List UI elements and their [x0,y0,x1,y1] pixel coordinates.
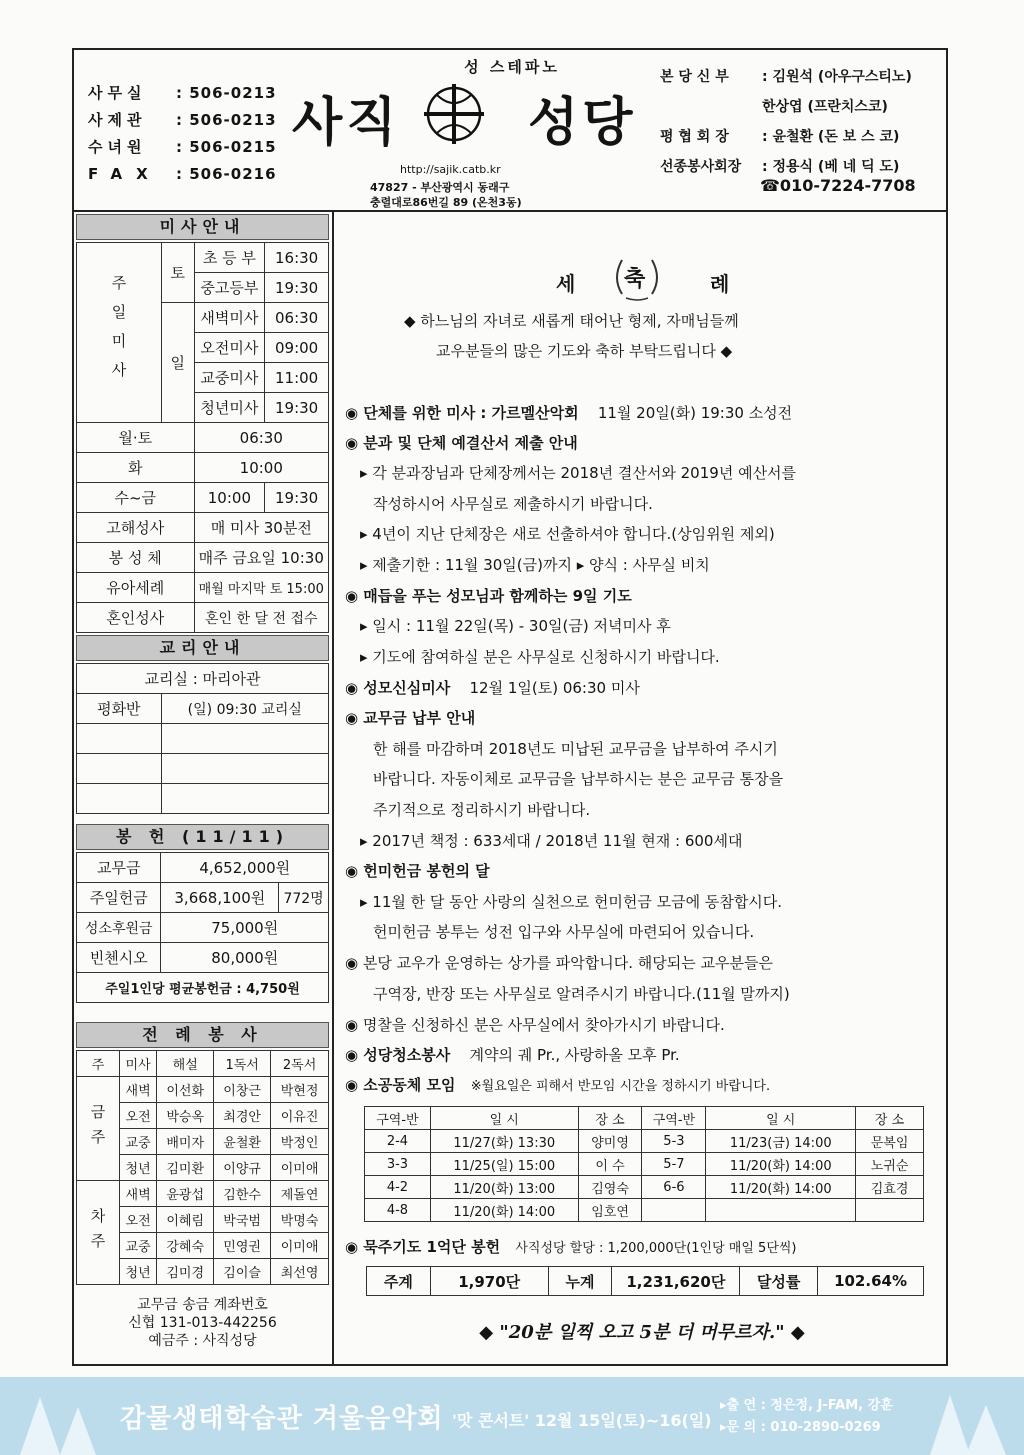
weekday-time: 10:00 [194,483,265,513]
staff-role [660,92,762,122]
notice-item [345,1236,797,1257]
notice-title: ◉ 성모신심미사 [345,679,451,697]
notice-item: ◉ 헌미헌금 봉헌의 달 [345,862,490,880]
staff-list [660,62,912,182]
group-cell: 4-2 [365,1176,431,1199]
contact-label: FAX [88,165,162,183]
celebration-badge: 축 [624,267,646,292]
group-cell: 11/20(화) 14:00 [706,1176,856,1199]
notice-bullet: ▸ 일시 : 11월 22일(목) - 30일(금) 저녁미사 후 [360,617,671,635]
this-week-label: 금주 [77,1077,120,1181]
liturgy-title: 전 례 봉 사 [76,1022,329,1048]
offering-name: 빈첸시오 [77,943,161,973]
group-cell: 11/20(화) 14:00 [706,1153,856,1176]
liturgy-cell: 새벽 [120,1077,157,1103]
group-header: 장 소 [856,1107,924,1130]
offering-table [76,852,329,1003]
offering-title: 봉 헌 (11/11) [76,824,329,850]
class-name: 평화반 [77,694,162,724]
celebration-title-left: 세 [556,272,576,296]
notice-title: ◉ 성당청소봉사 [345,1046,451,1064]
contact-value: : 506-0213 [176,84,277,102]
notice-title: ◉ 단체를 위한 미사 : 가르멜산악회 [345,404,579,422]
empty-cell [161,754,328,784]
notice-bullet: ▸ 4년이 지난 단체장은 새로 선출하셔야 합니다.(상임위원 제외) [360,525,775,543]
empty-cell [161,784,328,814]
group-cell: 김영숙 [578,1176,642,1199]
parish-phone: ☎010-7224-7708 [760,176,916,195]
group-cell: 2-4 [365,1130,431,1153]
notice-text: 헌미헌금 봉투는 성전 입구와 사무실에 마련되어 있습니다. [373,923,755,941]
rosary-note: 사직성당 할당 : 1,200,000단(1인당 매일 5단씩) [515,1241,797,1256]
banner-contact: ▸문 의 : 010-2890-0269 [720,1420,881,1435]
liturgy-header: 미사 [120,1051,157,1077]
liturgy-cell: 이미애 [271,1155,329,1181]
rosary-cell: 1,970단 [430,1267,548,1296]
account-info [76,1296,329,1350]
group-cell [856,1199,924,1222]
notice-extra: 계약의 궤 Pr., 사랑하올 모후 Pr. [469,1046,680,1064]
group-cell [706,1199,856,1222]
liturgy-cell: 박승옥 [157,1103,214,1129]
group-cell: 3-3 [365,1153,431,1176]
address-line: 충렬대로86번길 89 (온천3동) [370,196,522,209]
group-cell: 4-8 [365,1199,431,1222]
offering-value: 80,000원 [161,943,329,973]
staff-name: 한상엽 (프란치스코) [762,99,888,115]
rosary-cell: 누계 [548,1267,612,1296]
catechism-title: 교리안내 [76,635,329,661]
header-divider [72,210,948,212]
group-cell: 11/20(화) 14:00 [430,1199,578,1222]
group-cell: 5-7 [642,1153,706,1176]
notice-text: 한 해를 마감하며 2018년도 미납된 교무금을 납부하여 주시기 [373,740,778,758]
staff-role: 선종봉사회장 [660,159,742,175]
title-left: 사직 [292,93,401,153]
liturgy-cell: 김한수 [214,1181,271,1207]
group-cell: 노귀순 [856,1153,924,1176]
notice-bullet: ▸ 2017년 책정 : 633세대 / 2018년 11월 현재 : 600세대 [360,832,743,850]
liturgy-cell: 민영권 [214,1233,271,1259]
offering-name: 성소후원금 [77,913,161,943]
parish-address [370,180,522,210]
mass-time: 16:30 [265,243,329,273]
liturgy-cell: 청년 [120,1155,157,1181]
parish-motto: ◆ "20분 일찍 오고 5분 더 머무르자." ◆ [479,1322,805,1343]
empty-cell [77,724,162,754]
notice-item [345,677,640,698]
empty-cell [77,784,162,814]
sunday-mass-label: 주일미사 [77,243,162,423]
liturgy-table [76,1050,329,1285]
notice-bullet: ▸ 제출기한 : 11월 30일(금)까지 ▸ 양식 : 사무실 비치 [360,556,710,574]
account-line: 예금주 : 사직성당 [148,1333,257,1349]
mass-name: 청년미사 [194,393,265,423]
notice-item [345,1044,680,1065]
weekday-time: 10:00 [194,453,328,483]
mass-schedule-table [76,242,329,633]
title-right: 성당 [528,93,637,153]
liturgy-cell: 이유진 [271,1103,329,1129]
weekday-label: 수~금 [77,483,195,513]
mass-name: 중고등부 [194,273,265,303]
sacrament-name: 혼인성사 [77,603,195,633]
notice-item: ◉ 매듭을 푸는 성모님과 함께하는 9일 기도 [345,587,632,605]
group-cell: 11/27(화) 13:30 [430,1130,578,1153]
group-header: 장 소 [578,1107,642,1130]
liturgy-cell: 강혜숙 [157,1233,214,1259]
sacrament-value: 매주 금요일 10:30 [194,543,328,573]
notice-bullet: ▸ 기도에 참여하실 분은 사무실로 신청하시기 바랍니다. [360,648,720,666]
mass-name: 교중미사 [194,363,265,393]
group-cell: 문복임 [856,1130,924,1153]
mass-name: 초 등 부 [194,243,265,273]
liturgy-cell: 청년 [120,1259,157,1285]
liturgy-cell: 이양규 [214,1155,271,1181]
empty-cell [77,754,162,784]
liturgy-cell: 오전 [120,1103,157,1129]
celebration-text: ◆ 하느님의 자녀로 새롭게 태어난 형제, 자매님들께 [404,312,739,330]
notice-item: ◉ 본당 교우가 운영하는 상가를 파악합니다. 해당되는 교우분들은 [345,954,773,972]
liturgy-cell: 김미경 [157,1259,214,1285]
liturgy-cell: 윤광섭 [157,1181,214,1207]
rosary-cell: 달성률 [740,1267,818,1296]
next-week-label: 차주 [77,1181,120,1285]
mass-time: 19:30 [265,393,329,423]
banner-title: 감물생태학습관 겨울음악회 [120,1404,444,1434]
offering-count: 772명 [279,883,329,913]
group-header: 구역-반 [365,1107,431,1130]
offering-value: 4,652,000원 [161,853,329,883]
group-header: 일 시 [430,1107,578,1130]
mass-time: 11:00 [265,363,329,393]
mass-guide-title: 미사안내 [76,214,329,240]
liturgy-cell: 윤철환 [214,1129,271,1155]
celebration-text: 교우분들의 많은 기도와 축하 부탁드립니다 ◆ [436,342,733,360]
mass-name: 오전미사 [194,333,265,363]
notice-item [345,1074,770,1095]
mass-name: 새벽미사 [194,303,265,333]
liturgy-cell: 새벽 [120,1181,157,1207]
sacrament-name: 봉 성 체 [77,543,195,573]
offering-value: 75,000원 [161,913,329,943]
notice-item [345,402,792,423]
liturgy-cell: 최선영 [271,1259,329,1285]
staff-name: : 윤철환 (돈 보 스 코) [762,129,900,145]
weekday-label: 월·토 [77,423,195,453]
notice-extra: ※월요일은 피해서 반모임 시간을 정하시기 바랍니다. [470,1079,771,1094]
banner-info [720,1395,893,1439]
liturgy-cell: 김이슬 [214,1259,271,1285]
liturgy-cell: 교중 [120,1233,157,1259]
liturgy-cell: 이선화 [157,1077,214,1103]
offering-average: 주일1인당 평균봉헌금 : 4,750원 [77,973,329,1003]
notice-text: 바랍니다. 자동이체로 교무금을 납부하시는 분은 교무금 통장을 [373,770,784,788]
sacrament-value: 매 미사 30분전 [194,513,328,543]
notice-item: ◉ 명찰을 신청하신 분은 사무실에서 찾아가시기 바랍니다. [345,1016,725,1034]
liturgy-cell: 박국범 [214,1207,271,1233]
saturday-label: 토 [162,243,195,303]
address-line: 47827 - 부산광역시 동래구 [370,181,510,194]
small-group-table [364,1106,924,1222]
column-divider [332,210,334,1366]
liturgy-header: 1독서 [214,1051,271,1077]
staff-role: 평 협 회 장 [660,129,729,145]
contact-value: : 506-0213 [176,111,277,129]
celebration-title-right: 례 [710,272,730,296]
notice-text: 작성하시어 사무실로 제출하시기 바랍니다. [373,495,653,513]
weekday-time: 06:30 [194,423,328,453]
notice-text: 구역장, 반장 또는 사무실로 알려주시기 바랍니다.(11월 말까지) [373,985,790,1003]
group-header: 구역-반 [642,1107,706,1130]
contact-label: 수녀원 [88,138,147,156]
group-cell: 양미영 [578,1130,642,1153]
notice-title: ◉ 소공동체 모임 [345,1076,456,1094]
group-cell: 11/23(금) 14:00 [706,1130,856,1153]
liturgy-cell: 교중 [120,1129,157,1155]
class-time: (일) 09:30 교리실 [161,694,328,724]
staff-name: : 정용식 (베 네 딕 도) [762,159,900,175]
staff-role: 본 당 신 부 [660,69,729,85]
rosary-title: ◉ 묵주기도 1억단 봉헌 [345,1238,501,1256]
notice-extra: 12월 1일(토) 06:30 미사 [469,679,640,697]
liturgy-cell: 박명숙 [271,1207,329,1233]
notice-item: ◉ 교무금 납부 안내 [345,709,476,727]
sacrament-value: 혼인 한 달 전 접수 [194,603,328,633]
liturgy-header: 2독서 [271,1051,329,1077]
group-cell: 11/20(화) 13:00 [430,1176,578,1199]
rosary-cell: 102.64% [818,1267,924,1296]
liturgy-header: 해설 [157,1051,214,1077]
banner-performers: ▸출 연 : 정은정, J-FAM, 강훈 [720,1398,893,1413]
parish-name: 성 스테파노 [464,58,560,76]
account-line: 신협 131-013-442256 [128,1315,277,1331]
liturgy-cell: 오전 [120,1207,157,1233]
contact-value: : 506-0215 [176,138,277,156]
account-line: 교무금 송금 계좌번호 [137,1297,268,1313]
mass-time: 09:00 [265,333,329,363]
rosary-table [366,1266,924,1296]
notice-bullet: ▸ 각 분과장님과 단체장께서는 2018년 결산서와 2019년 예산서를 [360,464,797,482]
contact-list [88,80,277,188]
liturgy-cell: 김미환 [157,1155,214,1181]
catechism-room: 교리실 : 마리아관 [77,664,329,694]
liturgy-cell: 이미애 [271,1233,329,1259]
offering-value: 3,668,100원 [161,883,279,913]
liturgy-cell: 이창근 [214,1077,271,1103]
group-cell: 5-3 [642,1130,706,1153]
contact-label: 사무실 [88,84,147,102]
group-cell: 이 수 [578,1153,642,1176]
notice-extra: 11월 20일(화) 19:30 소성전 [597,404,793,422]
cross-logo-icon [424,84,484,148]
rosary-cell: 주계 [367,1267,431,1296]
parish-url[interactable]: http://sajik.catb.kr [400,163,501,176]
weekday-time: 19:30 [265,483,329,513]
offering-name: 주일헌금 [77,883,161,913]
group-cell: 6-6 [642,1176,706,1199]
sunday-label: 일 [162,303,195,423]
group-cell: 11/25(일) 15:00 [430,1153,578,1176]
contact-value: : 506-0216 [176,165,277,183]
liturgy-cell: 배미자 [157,1129,214,1155]
group-header: 일 시 [706,1107,856,1130]
liturgy-cell: 이혜림 [157,1207,214,1233]
offering-name: 교무금 [77,853,161,883]
sacrament-name: 고해성사 [77,513,195,543]
sacrament-value: 매월 마지막 토 15:00 [194,573,328,603]
notice-text: 주기적으로 정리하시기 바랍니다. [373,801,591,819]
group-cell: 김효경 [856,1176,924,1199]
rosary-cell: 1,231,620단 [612,1267,740,1296]
mass-time: 06:30 [265,303,329,333]
staff-name: : 김원석 (아우구스티노) [762,69,912,85]
liturgy-cell: 박현정 [271,1077,329,1103]
group-cell: 임호연 [578,1199,642,1222]
banner-subtitle: '맛 콘서트' 12월 15일(토)~16(일) [452,1411,712,1430]
notice-bullet: ▸ 11월 한 달 동안 사랑의 실천으로 헌미헌금 모금에 동참합시다. [360,893,783,911]
liturgy-cell: 제돌연 [271,1181,329,1207]
catechism-table [76,663,329,814]
sacrament-name: 유아세례 [77,573,195,603]
notice-item: ◉ 분과 및 단체 예결산서 제출 안내 [345,434,578,452]
liturgy-cell: 박정인 [271,1129,329,1155]
liturgy-cell: 최경안 [214,1103,271,1129]
mass-time: 19:30 [265,273,329,303]
group-cell [642,1199,706,1222]
contact-label: 사제관 [88,111,147,129]
weekday-label: 화 [77,453,195,483]
empty-cell [161,724,328,754]
liturgy-header: 주 [77,1051,120,1077]
